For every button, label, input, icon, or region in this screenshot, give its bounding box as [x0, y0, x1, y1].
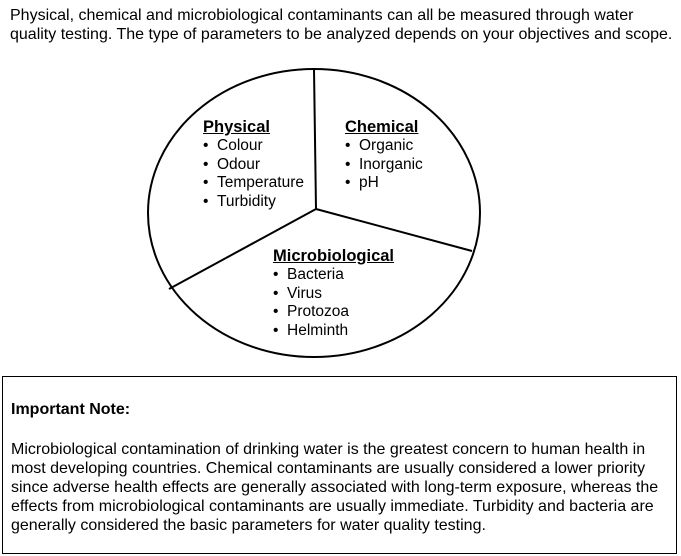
segment-microbiological	[273, 247, 394, 340]
list-item	[203, 137, 304, 156]
important-note-box	[2, 376, 677, 554]
bullet-icon: •	[345, 137, 351, 154]
list-item	[203, 174, 304, 193]
bullet-icon: •	[203, 192, 209, 210]
list-item-label: Turbidity	[217, 192, 276, 210]
list-item-label: pH	[359, 174, 379, 191]
segment-heading-physical: Physical	[203, 118, 270, 136]
list-item	[203, 156, 304, 175]
bullet-icon: •	[345, 174, 351, 191]
list-item-label: Bacteria	[287, 266, 344, 283]
bullet-icon: •	[273, 321, 279, 339]
note-title: Important Note:	[11, 401, 131, 418]
divider-top	[314, 69, 316, 209]
list-item	[273, 303, 394, 322]
divider-right	[316, 209, 472, 251]
list-item-label: Organic	[359, 137, 414, 154]
list-item	[345, 137, 423, 156]
list-item-label: Inorganic	[359, 155, 423, 173]
list-item	[345, 156, 423, 175]
segment-list-microbiological	[273, 266, 394, 340]
bullet-icon: •	[273, 266, 279, 283]
segment-chemical	[345, 118, 423, 193]
list-item-label: Colour	[217, 137, 263, 154]
bullet-icon: •	[273, 284, 279, 302]
bullet-icon: •	[273, 303, 279, 320]
segment-list-physical	[203, 137, 304, 211]
bullet-icon: •	[203, 155, 209, 173]
list-item	[273, 285, 394, 304]
list-item	[273, 266, 394, 285]
list-item-label: Temperature	[217, 174, 305, 191]
list-item	[203, 193, 304, 212]
segment-physical	[203, 118, 304, 211]
segment-heading-microbiological: Microbiological	[273, 247, 395, 265]
list-item-label: Protozoa	[287, 303, 350, 320]
list-item-label: Helminth	[287, 321, 349, 339]
note-text: Microbiological contamination of drinking water is the greatest concern to human health in most developing countries. Chemical contaminants are usually considered a lower priority since adverse health effects are generally associated with long-term exposure, whereas the effects from microbiological contaminants are usually immediate. Turbidity and bacteria are generally considered the basic parameters for water quality testing.	[11, 441, 659, 534]
list-item	[273, 322, 394, 341]
list-item-label: Odour	[217, 155, 261, 173]
intro-paragraph: Physical, chemical and microbiological contaminants can all be measured through water quality testing. The type of parameters to be analyzed depends on your objectives and scope.	[10, 7, 673, 43]
list-item-label: Virus	[287, 284, 323, 302]
segment-heading-chemical: Chemical	[345, 118, 419, 136]
bullet-icon: •	[203, 137, 209, 154]
segment-list-chemical	[345, 137, 423, 193]
bullet-icon: •	[203, 174, 209, 191]
bullet-icon: •	[345, 155, 351, 173]
list-item	[345, 174, 423, 193]
